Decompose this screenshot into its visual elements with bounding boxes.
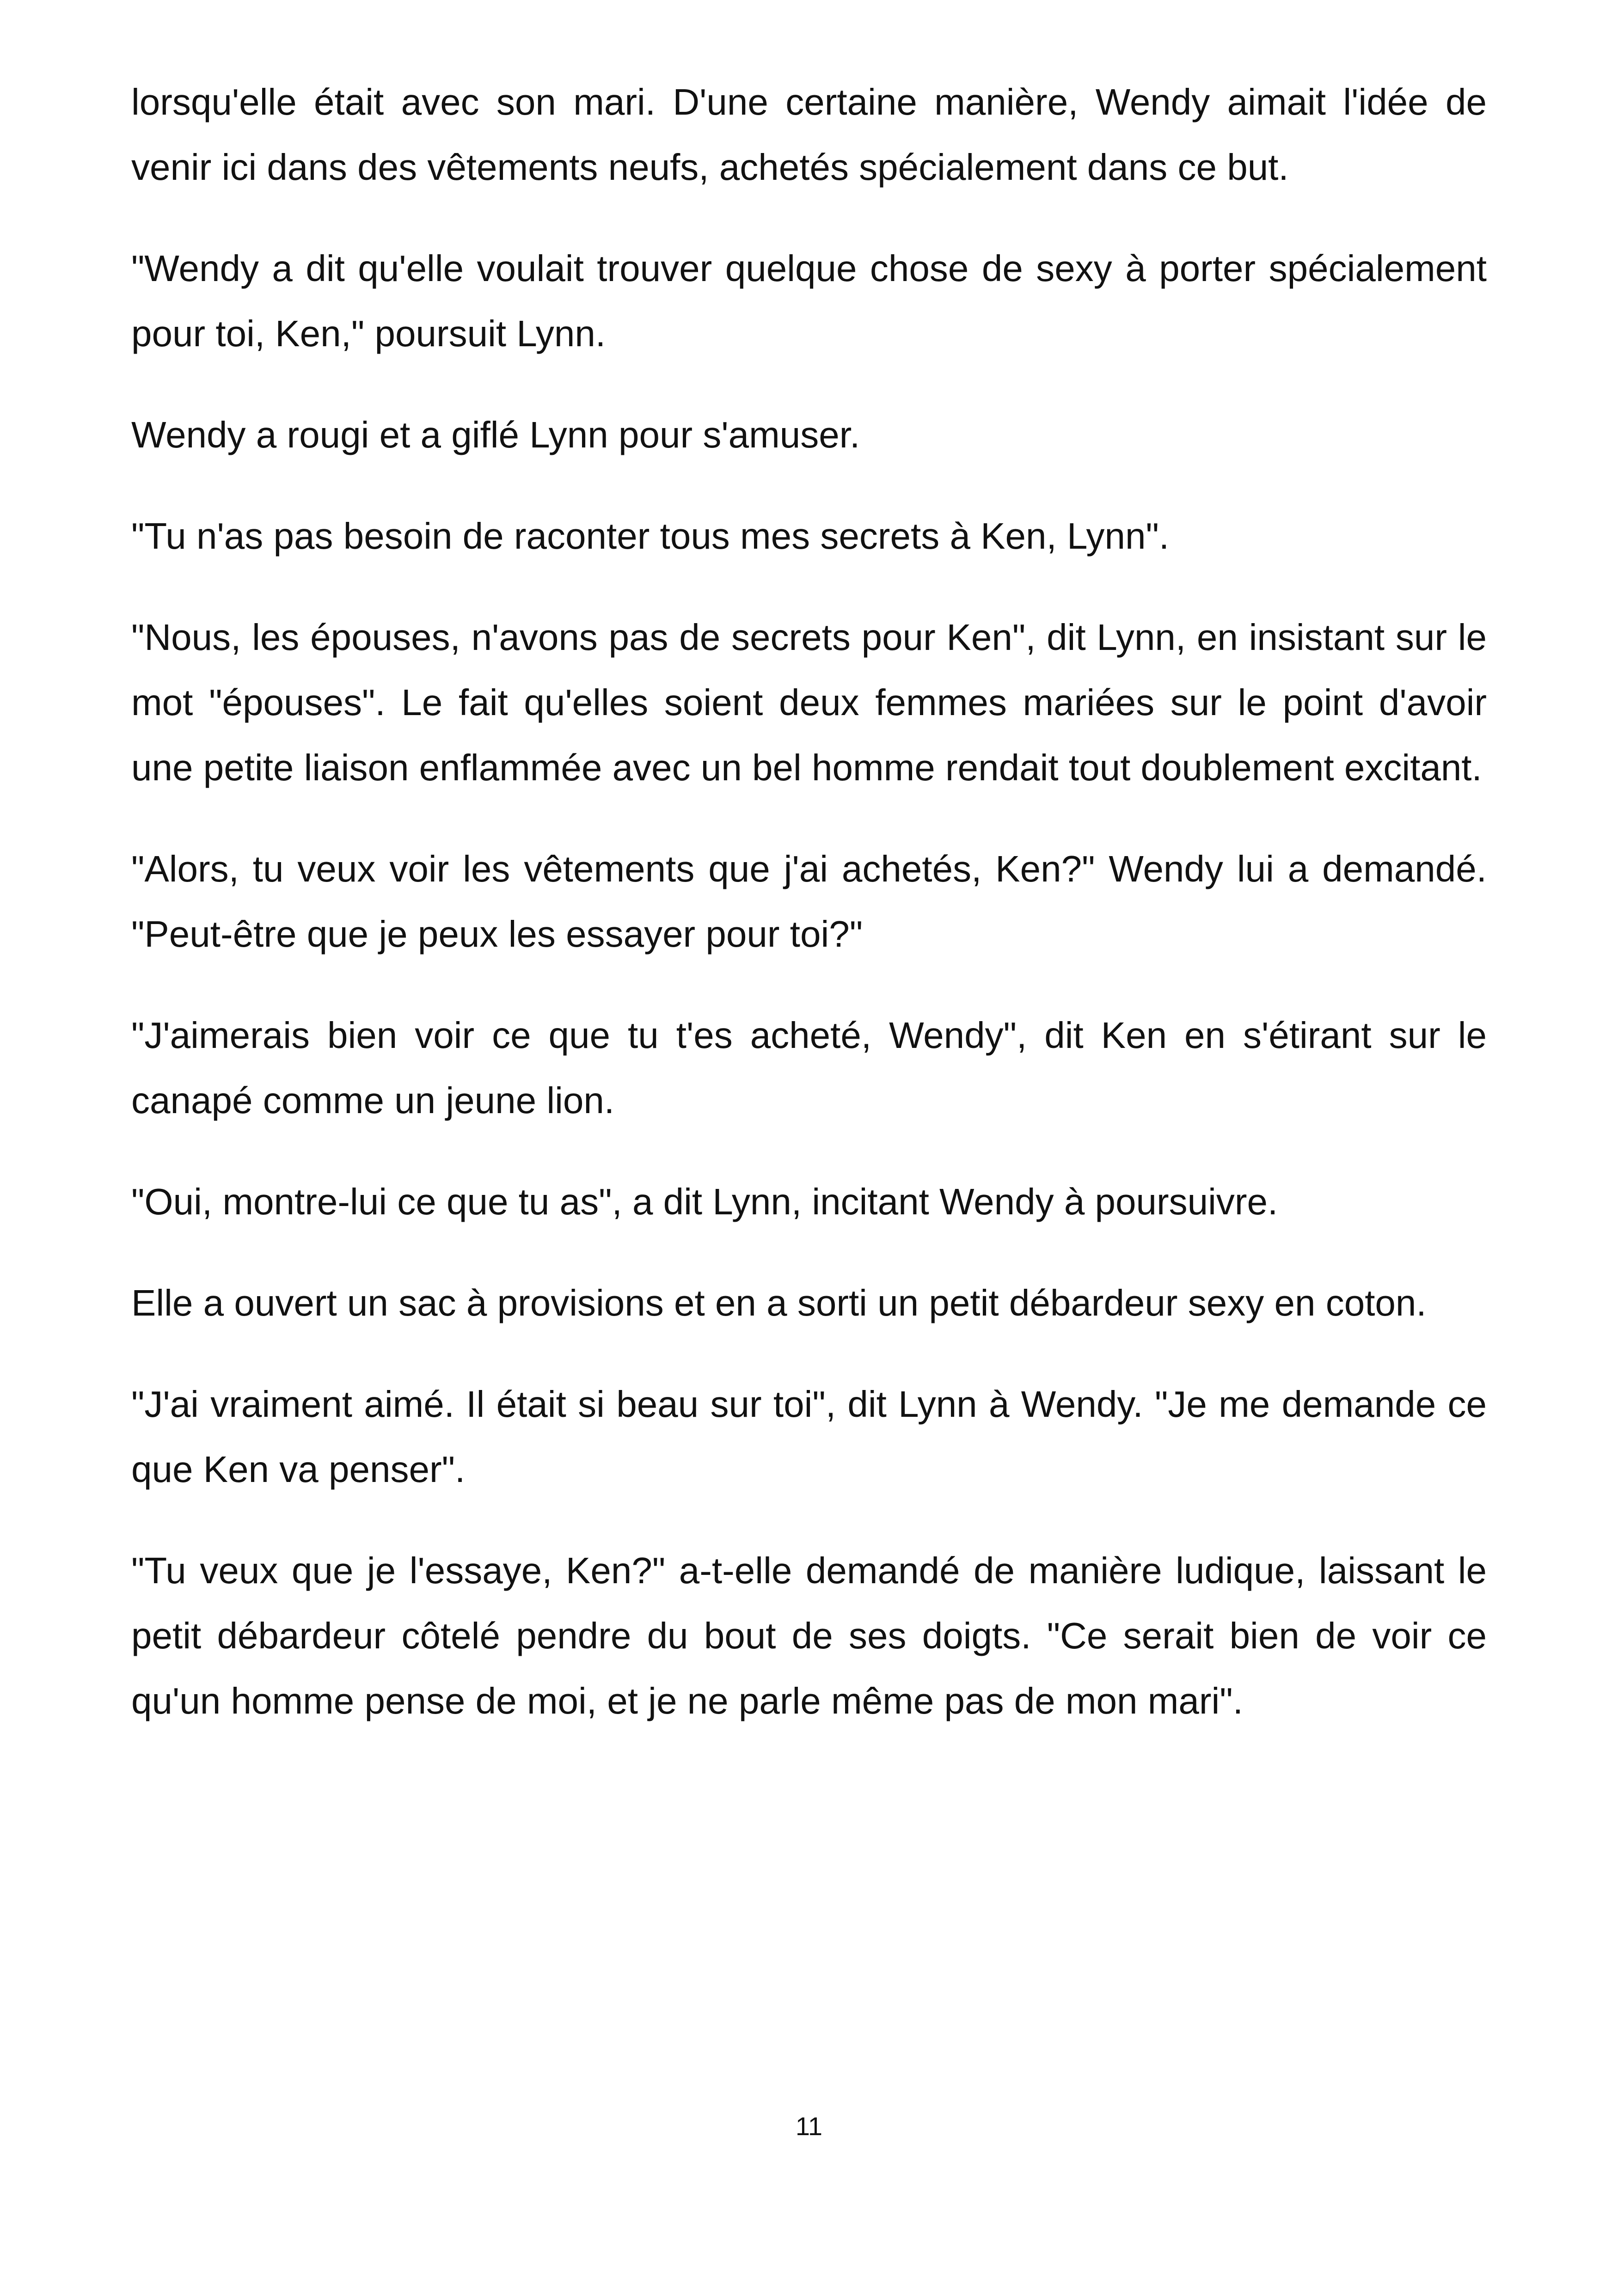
paragraph: "J'aimerais bien voir ce que tu t'es acheté, Wendy", dit Ken en s'étirant sur le canapé comme un jeune lion.	[131, 1015, 1487, 1121]
paragraph: "Oui, montre-lui ce que tu as", a dit Lynn, incitant Wendy à poursuivre.	[131, 1181, 1278, 1222]
paragraph: "J'ai vraiment aimé. Il était si beau sur toi", dit Lynn à Wendy. "Je me demande ce que Ken va penser".	[131, 1384, 1487, 1490]
paragraph: "Alors, tu veux voir les vêtements que j'ai achetés, Ken?" Wendy lui a demandé. "Peut-être que je peux les essayer pour toi?"	[131, 848, 1487, 955]
page-number: 11	[795, 2112, 823, 2141]
paragraph: "Nous, les épouses, n'avons pas de secrets pour Ken", dit Lynn, en insistant sur le mot "épouses". Le fait qu'elles soient deux femmes mariées sur le point d'avoir une petite liaison enflammée avec un bel homme rendait tout doublement excitant.	[131, 617, 1487, 788]
paragraph: "Tu n'as pas besoin de raconter tous mes secrets à Ken, Lynn".	[131, 515, 1170, 557]
paragraph: lorsqu'elle était avec son mari. D'une certaine manière, Wendy aimait l'idée de venir ici dans des vêtements neufs, achetés spécialement dans ce but.	[131, 81, 1487, 188]
body-text	[131, 69, 1487, 1769]
paragraph: Elle a ouvert un sac à provisions et en a sorti un petit débardeur sexy en coton.	[131, 1282, 1427, 1323]
paragraph: Wendy a rougi et a giflé Lynn pour s'amuser.	[131, 414, 860, 455]
paragraph: "Tu veux que je l'essaye, Ken?" a-t-elle demandé de manière ludique, laissant le petit débardeur côtelé pendre du bout de ses doigts. "Ce serait bien de voir ce qu'un homme pense de moi, et je ne parle même pas de mon mari".	[131, 1550, 1487, 1721]
paragraph: "Wendy a dit qu'elle voulait trouver quelque chose de sexy à porter spécialement pour toi, Ken," poursuit Lynn.	[131, 248, 1487, 354]
